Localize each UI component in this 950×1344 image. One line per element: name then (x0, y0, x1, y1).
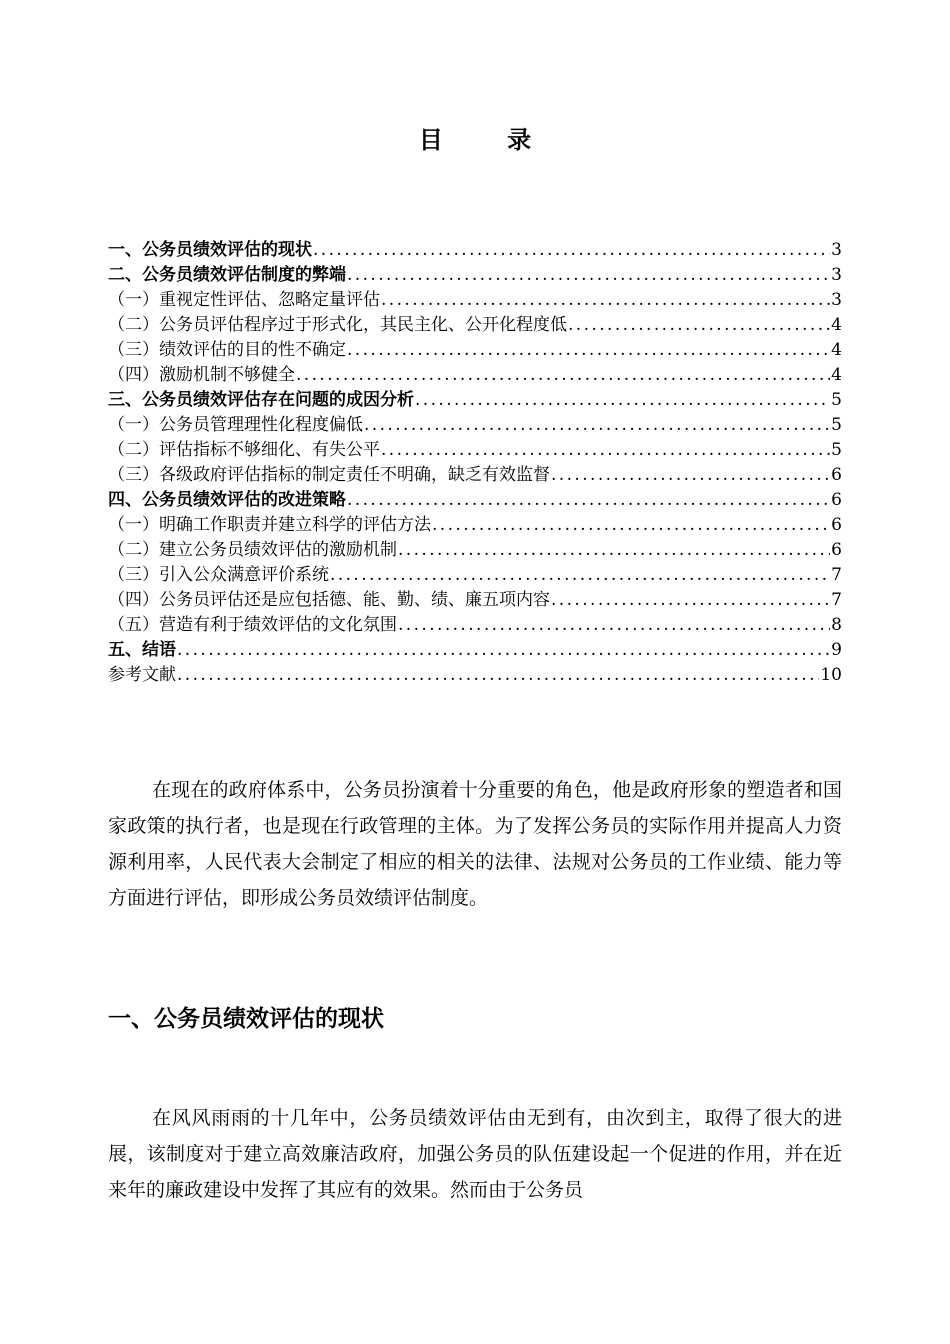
toc-entry-text: 二、公务员绩效评估制度的弊端 (108, 265, 346, 285)
toc-entry-page: 3 (831, 265, 842, 285)
toc-entry-page: 6 (831, 465, 842, 485)
toc-entry[interactable] (108, 288, 842, 313)
toc-leader-dots (551, 463, 830, 488)
toc-leader-dots (551, 588, 830, 613)
toc-entry[interactable] (108, 613, 842, 638)
toc-entry-page: 4 (831, 340, 842, 360)
toc-title: 目 录 (418, 126, 560, 154)
toc-entry-text: （五）营造有利于绩效评估的文化氛围 (108, 615, 397, 635)
toc-leader-dots (398, 538, 830, 563)
toc-entry[interactable] (108, 563, 842, 588)
toc-entry[interactable] (108, 413, 842, 438)
toc-entry-text: （二）建立公务员绩效评估的激励机制 (108, 540, 397, 560)
toc-entry[interactable] (108, 338, 842, 363)
toc-entry-text: （三）引入公众满意评价系统 (108, 565, 329, 585)
intro-paragraph: 在现在的政府体系中，公务员扮演着十分重要的角色，他是政府形象的塑造者和国家政策的执行者，也是现在行政管理的主体。为了发挥公务员的实际作用并提高人力资源利用率，人民代表大会制定了相应的相关的法律、法规对公务员的工作业绩、能力等方面进行评估，即形成公务员效绩评估制度。 (108, 779, 842, 909)
toc-entry-page: 9 (831, 640, 842, 660)
toc-leader-dots (177, 663, 819, 688)
toc-entry[interactable] (108, 463, 842, 488)
toc-entry-page: 5 (831, 415, 842, 435)
toc-entry[interactable] (108, 263, 842, 288)
toc-leader-dots (381, 288, 830, 313)
toc-entry-page: 7 (831, 590, 842, 610)
toc-leader-dots (177, 638, 830, 663)
toc-entry[interactable] (108, 663, 842, 688)
toc-entry-text: （三）各级政府评估指标的制定责任不明确，缺乏有效监督 (108, 465, 550, 485)
table-of-contents (108, 238, 842, 688)
toc-entry-page: 5 (831, 440, 842, 460)
toc-entry[interactable] (108, 538, 842, 563)
toc-leader-dots (330, 563, 830, 588)
toc-leader-dots (415, 388, 830, 413)
toc-entry-text: （四）公务员评估还是应包括德、能、勤、绩、廉五项内容 (108, 590, 550, 610)
toc-entry-page: 5 (831, 390, 842, 410)
toc-entry-text: （一）重视定性评估、忽略定量评估 (108, 290, 380, 310)
toc-entry-text: 三、公务员绩效评估存在问题的成因分析 (108, 390, 414, 410)
toc-entry-page: 8 (831, 615, 842, 635)
toc-entry-text: （二）评估指标不够细化、有失公平 (108, 440, 380, 460)
toc-leader-dots (398, 613, 830, 638)
toc-entry-page: 10 (820, 665, 842, 685)
toc-leader-dots (432, 513, 830, 538)
toc-entry-page: 7 (831, 565, 842, 585)
toc-entry[interactable] (108, 513, 842, 538)
section-heading: 一、公务员绩效评估的现状 (108, 1006, 384, 1032)
toc-entry-page: 6 (831, 515, 842, 535)
toc-entry-text: （三）绩效评估的目的性不确定 (108, 340, 346, 360)
toc-entry-text: （二）公务员评估程序过于形式化，其民主化、公开化程度低 (108, 315, 567, 335)
toc-entry-page: 3 (831, 240, 842, 260)
toc-entry[interactable] (108, 488, 842, 513)
toc-entry-text: （一）公务员管理理性化程度偏低 (108, 415, 363, 435)
toc-entry[interactable] (108, 238, 842, 263)
toc-entry-page: 6 (831, 540, 842, 560)
toc-leader-dots (568, 313, 830, 338)
toc-leader-dots (381, 438, 830, 463)
toc-entry-page: 6 (831, 490, 842, 510)
toc-entry-page: 3 (831, 290, 842, 310)
toc-entry-text: 五、结语 (108, 640, 176, 660)
toc-entry-page: 4 (831, 315, 842, 335)
toc-leader-dots (347, 338, 830, 363)
toc-entry-text: 四、公务员绩效评估的改进策略 (108, 490, 346, 510)
toc-leader-dots (364, 413, 830, 438)
toc-entry-text: （四）激励机制不够健全 (108, 365, 295, 385)
toc-leader-dots (347, 488, 830, 513)
toc-entry-text: 一、公务员绩效评估的现状 (108, 240, 312, 260)
toc-leader-dots (296, 363, 830, 388)
toc-entry[interactable] (108, 313, 842, 338)
toc-entry[interactable] (108, 438, 842, 463)
toc-entry[interactable] (108, 638, 842, 663)
toc-entry-text: （一）明确工作职责并建立科学的评估方法 (108, 515, 431, 535)
toc-entry[interactable] (108, 363, 842, 388)
section-paragraph: 在风风雨雨的十几年中，公务员绩效评估由无到有，由次到主，取得了很大的进展，该制度对于建立高效廉洁政府，加强公务员的队伍建设起一个促进的作用，并在近来年的廉政建设中发挥了其应有的效果。然而由于公务员 (108, 1107, 842, 1201)
toc-leader-dots (347, 263, 830, 288)
toc-leader-dots (313, 238, 830, 263)
toc-entry-page: 4 (831, 365, 842, 385)
toc-entry[interactable] (108, 388, 842, 413)
toc-entry-text: 参考文献 (108, 665, 176, 685)
toc-entry[interactable] (108, 588, 842, 613)
